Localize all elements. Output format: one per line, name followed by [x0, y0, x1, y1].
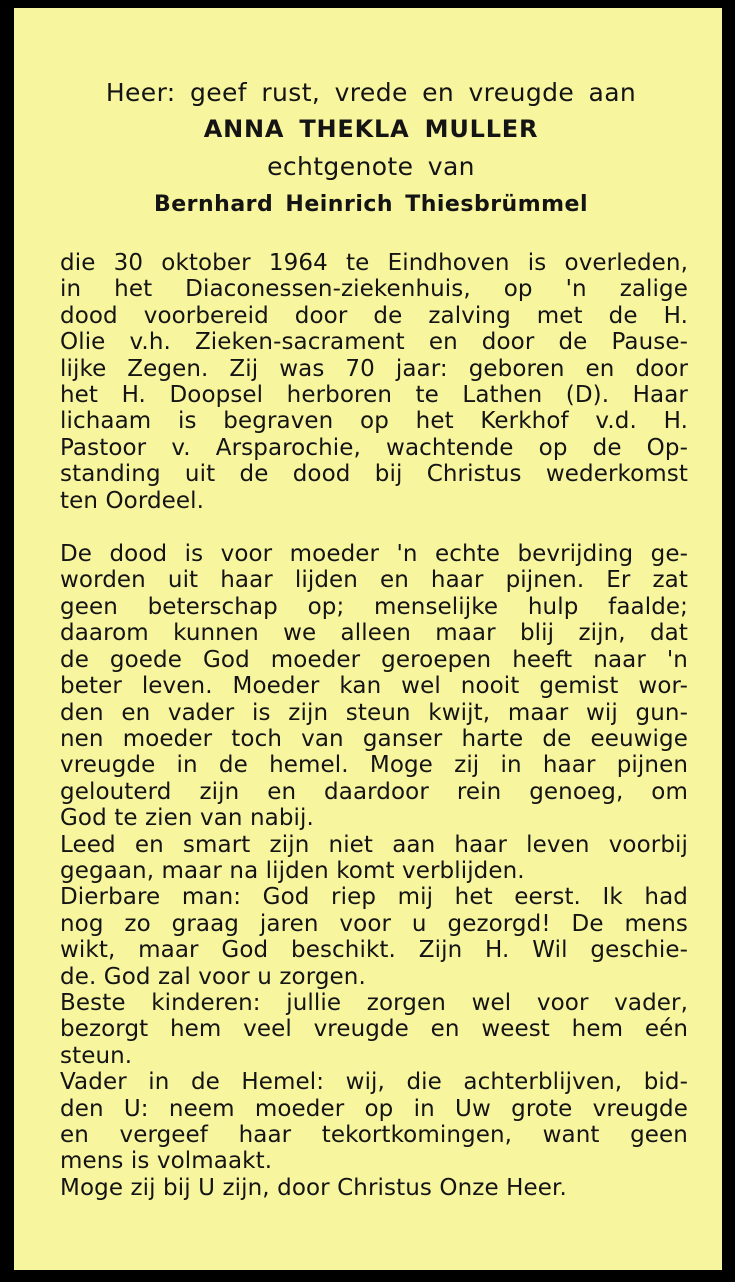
text-line: en vergeef haar tekortkomingen, want geen	[60, 1122, 688, 1148]
memorial-card	[14, 8, 722, 1270]
text-line: mens is volmaakt.	[60, 1148, 273, 1175]
text-line: beter leven. Moeder kan wel nooit gemist wor-	[60, 673, 688, 700]
text-line: gelouterd zijn en daardoor rein genoeg, om	[60, 778, 688, 805]
text-line: steun.	[60, 1042, 133, 1069]
text-line: daarom kunnen we alleen maar blij zijn, dat	[60, 620, 688, 647]
text-line: de goede God moeder geroepen heeft naar 'n	[60, 646, 688, 673]
text-line: Moge zij bij U zijn, door Christus Onze Heer.	[60, 1174, 567, 1201]
text-line: het H. Doopsel herboren te Lathen (D). Haar	[60, 382, 688, 409]
text-line: worden uit haar lijden en haar pijnen. Er zat	[60, 567, 688, 594]
text-line: de. God zal voor u zorgen.	[60, 963, 366, 990]
obituary-paragraph	[60, 250, 688, 514]
text-line: nog zo graag jaren voor u gezorgd! De mens	[60, 910, 688, 937]
text-line: gegaan, maar na lijden komt verblijden.	[60, 857, 525, 884]
text-line: wikt, maar God beschikt. Zijn H. Wil geschie-	[60, 937, 688, 964]
text-line: God te zien van nabij.	[60, 805, 314, 832]
text-line: standing uit de dood bij Christus wederkomst	[60, 461, 688, 488]
text-line: Leed en smart zijn niet aan haar leven voorbij	[60, 831, 688, 858]
card-header	[54, 74, 688, 225]
text-line: dood voorbereid door de zalving met de H.	[60, 302, 688, 329]
text-line: den U: neem moeder op in Uw grote vreugde	[60, 1095, 688, 1122]
text-line: geen beterschap op; menselijke hulp faalde;	[60, 593, 688, 620]
relation-line: echtgenote van	[267, 152, 475, 181]
message-paragraph	[60, 541, 688, 1201]
deceased-name: ANNA THEKLA MULLER	[203, 115, 539, 143]
text-line: lijke Zegen. Zij was 70 jaar: geboren en door	[60, 355, 688, 382]
text-line: vreugde in de hemel. Moge zij in haar pijnen	[60, 752, 688, 779]
prayer-line: Heer: geef rust, vrede en vreugde aan	[105, 78, 637, 107]
text-line: Olie v.h. Zieken-sacrament en door de Pause-	[60, 329, 688, 356]
text-line: in het Diaconessen-ziekenhuis, op 'n zalige	[60, 276, 688, 303]
text-line: Vader in de Hemel: wij, die achterblijven, bid-	[60, 1069, 688, 1096]
text-line: bezorgt hem veel vreugde en weest hem eén	[60, 1016, 688, 1043]
text-line: Dierbare man: God riep mij het eerst. Ik had	[60, 884, 688, 911]
text-line: Beste kinderen: jullie zorgen wel voor vader,	[60, 989, 688, 1016]
text-line: ten Oordeel.	[60, 487, 205, 514]
spouse-name: Bernhard Heinrich Thiesbrümmel	[153, 192, 589, 217]
text-line: Pastoor v. Arsparochie, wachtende op de Op-	[60, 434, 688, 461]
text-line: den en vader is zijn steun kwijt, maar wij gun-	[60, 699, 688, 726]
text-line: lichaam is begraven op het Kerkhof v.d. H.	[60, 408, 688, 435]
text-line: De dood is voor moeder 'n echte bevrijding ge-	[60, 541, 688, 568]
text-line: nen moeder toch van ganser harte de eeuwige	[60, 725, 688, 752]
text-line: die 30 oktober 1964 te Eindhoven is overleden,	[60, 250, 688, 276]
